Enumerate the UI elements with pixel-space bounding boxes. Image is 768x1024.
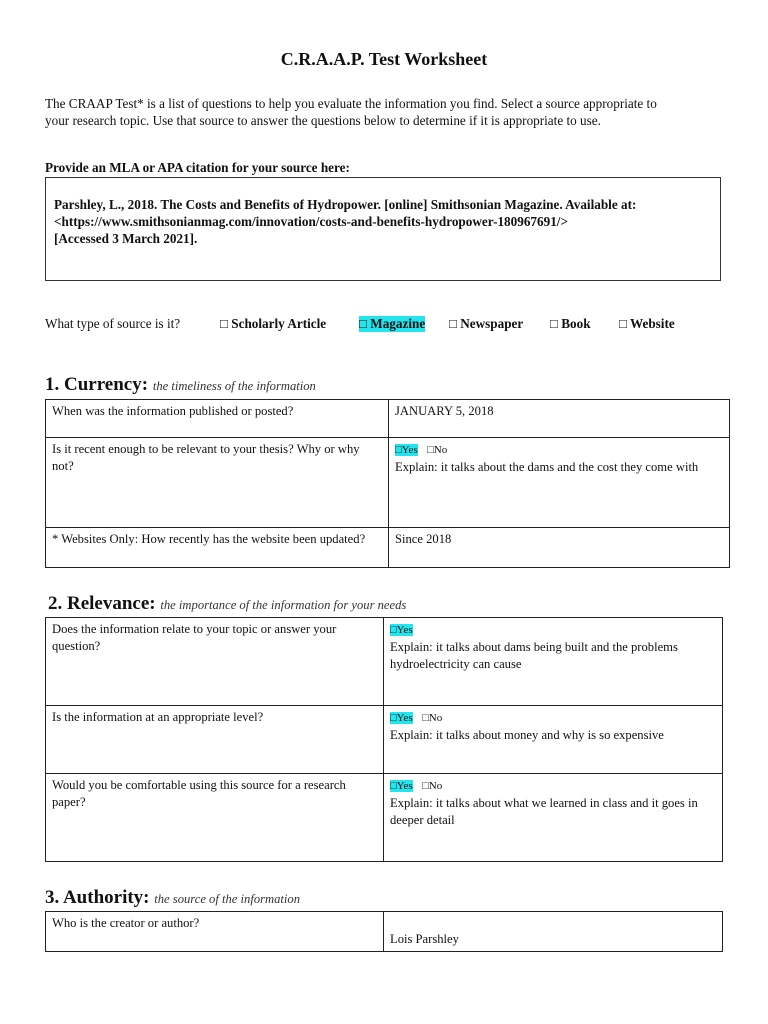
- yes-checkbox[interactable]: □Yes: [395, 444, 418, 456]
- table-row: [46, 912, 723, 952]
- explain-text: Explain: it talks about the dams and the cost they come with: [395, 460, 699, 474]
- section-number: 3.: [45, 887, 60, 908]
- question-cell: Does the information relate to your topic or answer your question?: [46, 618, 384, 706]
- table-row: [46, 528, 730, 568]
- currency-heading: [45, 374, 316, 396]
- section-title: Authority:: [62, 887, 150, 908]
- section-number: 2.: [48, 593, 63, 614]
- citation-box[interactable]: [45, 177, 721, 281]
- table-row: [46, 400, 730, 438]
- section-subtitle: the timeliness of the information: [152, 379, 316, 393]
- no-checkbox[interactable]: □No: [427, 444, 448, 456]
- intro-paragraph: [45, 95, 735, 129]
- citation-line: Parshley, L., 2018. The Costs and Benefits of Hydropower. [online] Smithsonian Magazine. Available at:: [54, 197, 637, 212]
- table-row: [46, 438, 730, 528]
- section-title: Relevance:: [67, 593, 156, 614]
- intro-line: The CRAAP Test* is a list of questions to help you evaluate the information you find. Select a source appropriate to: [45, 96, 657, 111]
- currency-table: [45, 399, 730, 568]
- question-cell: Would you be comfortable using this source for a research paper?: [46, 774, 384, 862]
- option-newspaper[interactable]: □ Newspaper: [449, 316, 524, 331]
- table-row: [46, 774, 723, 862]
- source-type-question: What type of source is it?: [45, 316, 181, 331]
- citation-text: [54, 196, 714, 247]
- question-cell: Who is the creator or author?: [46, 912, 384, 952]
- section-subtitle: the source of the information: [154, 892, 301, 906]
- relevance-heading: [48, 593, 406, 615]
- answer-cell[interactable]: Lois Parshley: [384, 912, 723, 952]
- page-title: C.R.A.A.P. Test Worksheet: [280, 49, 488, 69]
- answer-cell[interactable]: [389, 438, 730, 528]
- relevance-table: [45, 617, 723, 862]
- option-book[interactable]: □ Book: [550, 316, 591, 331]
- no-checkbox[interactable]: □No: [422, 712, 443, 724]
- answer-cell[interactable]: JANUARY 5, 2018: [389, 400, 730, 438]
- answer-cell[interactable]: [384, 706, 723, 774]
- answer-cell[interactable]: [384, 774, 723, 862]
- answer-cell[interactable]: [384, 618, 723, 706]
- yes-checkbox[interactable]: □Yes: [390, 624, 413, 636]
- authority-heading: [45, 887, 300, 909]
- question-cell: * Websites Only: How recently has the website been updated?: [46, 528, 389, 568]
- no-checkbox[interactable]: □No: [422, 780, 443, 792]
- table-row: [46, 706, 723, 774]
- question-cell: Is it recent enough to be relevant to your thesis? Why or why not?: [46, 438, 389, 528]
- explain-text: Explain: it talks about what we learned in class and it goes in deeper detail: [390, 796, 698, 827]
- citation-label: Provide an MLA or APA citation for your source here:: [45, 160, 350, 175]
- section-subtitle: the importance of the information for your needs: [160, 598, 407, 612]
- question-cell: Is the information at an appropriate level?: [46, 706, 384, 774]
- explain-text: Explain: it talks about money and why is so expensive: [390, 728, 664, 742]
- citation-line: <https://www.smithsonianmag.com/innovation/costs-and-benefits-hydropower-180967691/>: [54, 214, 568, 229]
- table-row: [46, 618, 723, 706]
- citation-line: [Accessed 3 March 2021].: [54, 231, 198, 246]
- yes-checkbox[interactable]: □Yes: [390, 712, 413, 724]
- section-number: 1.: [45, 374, 60, 395]
- option-scholarly-article[interactable]: □ Scholarly Article: [220, 316, 327, 331]
- authority-table: [45, 911, 723, 952]
- section-title: Currency:: [64, 374, 149, 395]
- option-website[interactable]: □ Website: [619, 316, 675, 331]
- intro-line: your research topic. Use that source to answer the questions below to determine if it is appropriate to use.: [45, 113, 601, 128]
- question-cell: When was the information published or posted?: [46, 400, 389, 438]
- explain-text: Explain: it talks about dams being built and the problems hydroelectricity can cause: [390, 640, 678, 671]
- option-magazine[interactable]: □ Magazine: [359, 316, 426, 331]
- answer-cell[interactable]: Since 2018: [389, 528, 730, 568]
- yes-checkbox[interactable]: □Yes: [390, 780, 413, 792]
